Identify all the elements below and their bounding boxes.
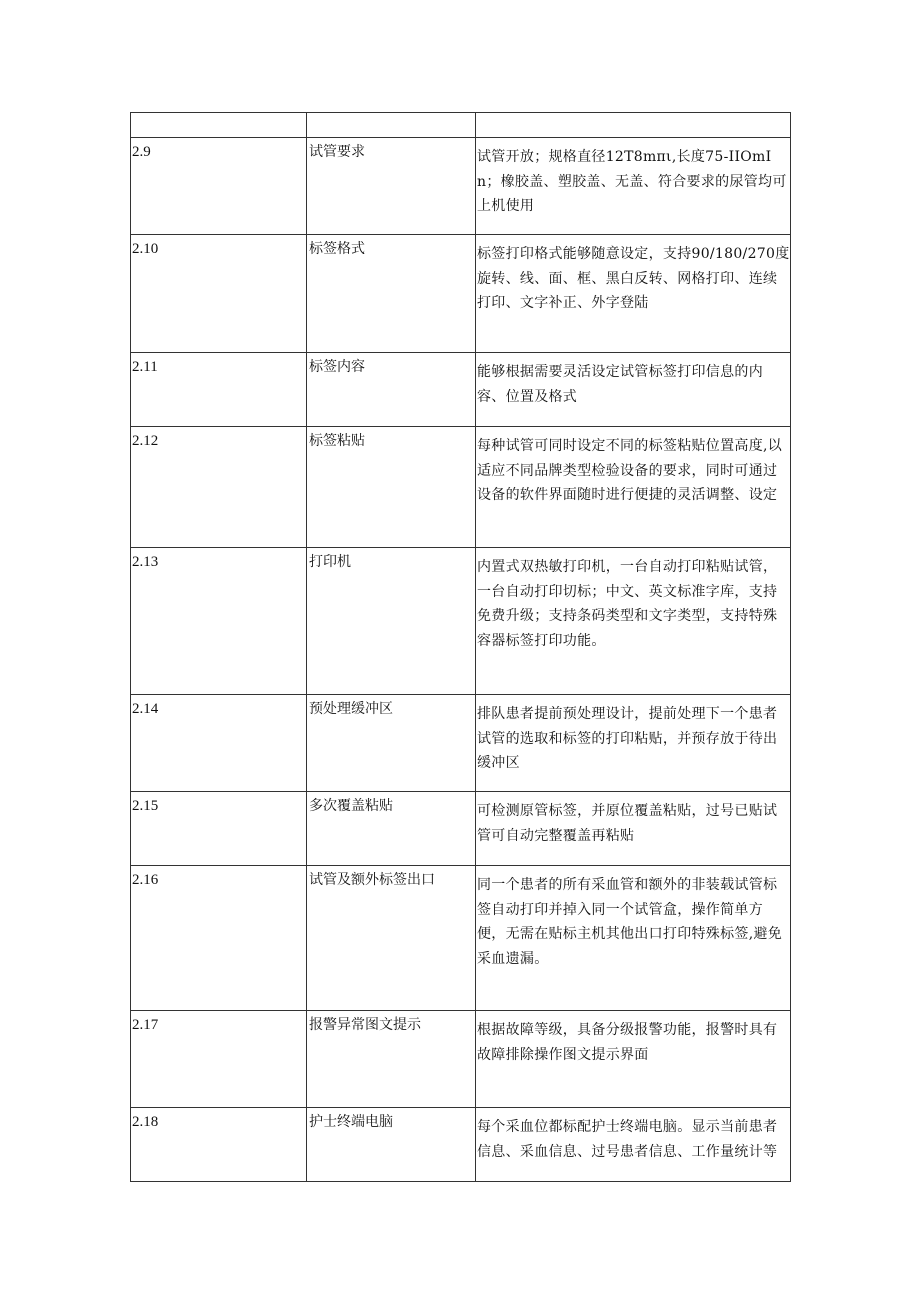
item-name: 报警异常图文提示 (307, 1011, 476, 1108)
item-description: 内置式双热敏打印机，一台自动打印粘贴试管，一台自动打印切标；中文、英文标准字库，支持免费升级；支持条码类型和文字类型，支持特殊容器标签打印功能。 (476, 548, 791, 695)
spec-table (130, 112, 791, 1182)
table-row (131, 548, 791, 695)
item-name: 标签粘贴 (307, 427, 476, 548)
item-number: 2.18 (131, 1108, 307, 1182)
item-name: 标签内容 (307, 353, 476, 427)
item-number: 2.10 (131, 235, 307, 353)
header-cell-2 (307, 113, 476, 138)
item-description: 排队患者提前预处理设计，提前处理下一个患者试管的选取和标签的打印粘贴，并预存放于待出缓冲区 (476, 695, 791, 792)
table-row (131, 1108, 791, 1182)
item-number: 2.9 (131, 138, 307, 235)
item-number: 2.14 (131, 695, 307, 792)
item-description: 可检测原管标签，并原位覆盖粘贴，过号已贴试管可自动完整覆盖再粘贴 (476, 792, 791, 866)
header-cell-3 (476, 113, 791, 138)
table-row (131, 138, 791, 235)
item-description: 每个采血位都标配护士终端电脑。显示当前患者信息、采血信息、过号患者信息、工作量统计等 (476, 1108, 791, 1182)
table-row (131, 353, 791, 427)
item-description: 每种试管可同时设定不同的标签粘贴位置高度,以适应不同品牌类型检验设备的要求，同时可通过设备的软件界面随时进行便捷的灵活调整、设定 (476, 427, 791, 548)
item-name: 预处理缓冲区 (307, 695, 476, 792)
item-description: 试管开放；规格直径12T8mπι,长度75-IIOmIn；橡胶盖、塑胶盖、无盖、符合要求的尿管均可上机使用 (476, 138, 791, 235)
item-number: 2.15 (131, 792, 307, 866)
table-row (131, 427, 791, 548)
item-name: 多次覆盖粘贴 (307, 792, 476, 866)
table-row (131, 235, 791, 353)
item-description: 同一个患者的所有采血管和额外的非装载试管标签自动打印并掉入同一个试管盒，操作简单方便，无需在贴标主机其他出口打印特殊标签,避免采血遗漏。 (476, 866, 791, 1011)
item-name: 打印机 (307, 548, 476, 695)
item-number: 2.13 (131, 548, 307, 695)
item-name: 护士终端电脑 (307, 1108, 476, 1182)
item-number: 2.11 (131, 353, 307, 427)
item-name: 试管要求 (307, 138, 476, 235)
item-number: 2.16 (131, 866, 307, 1011)
table-row (131, 792, 791, 866)
item-name: 试管及额外标签出口 (307, 866, 476, 1011)
item-number: 2.12 (131, 427, 307, 548)
item-name: 标签格式 (307, 235, 476, 353)
table-row (131, 866, 791, 1011)
item-description: 标签打印格式能够随意设定，支持90/180/270度旋转、线、面、框、黑白反转、网格打印、连续打印、文字补正、外字登陆 (476, 235, 791, 353)
item-number: 2.17 (131, 1011, 307, 1108)
item-description: 根据故障等级，具备分级报警功能，报警时具有故障排除操作图文提示界面 (476, 1011, 791, 1108)
header-cell-1 (131, 113, 307, 138)
header-row (131, 113, 791, 138)
item-description: 能够根据需要灵活设定试管标签打印信息的内容、位置及格式 (476, 353, 791, 427)
table-row (131, 695, 791, 792)
table-row (131, 1011, 791, 1108)
